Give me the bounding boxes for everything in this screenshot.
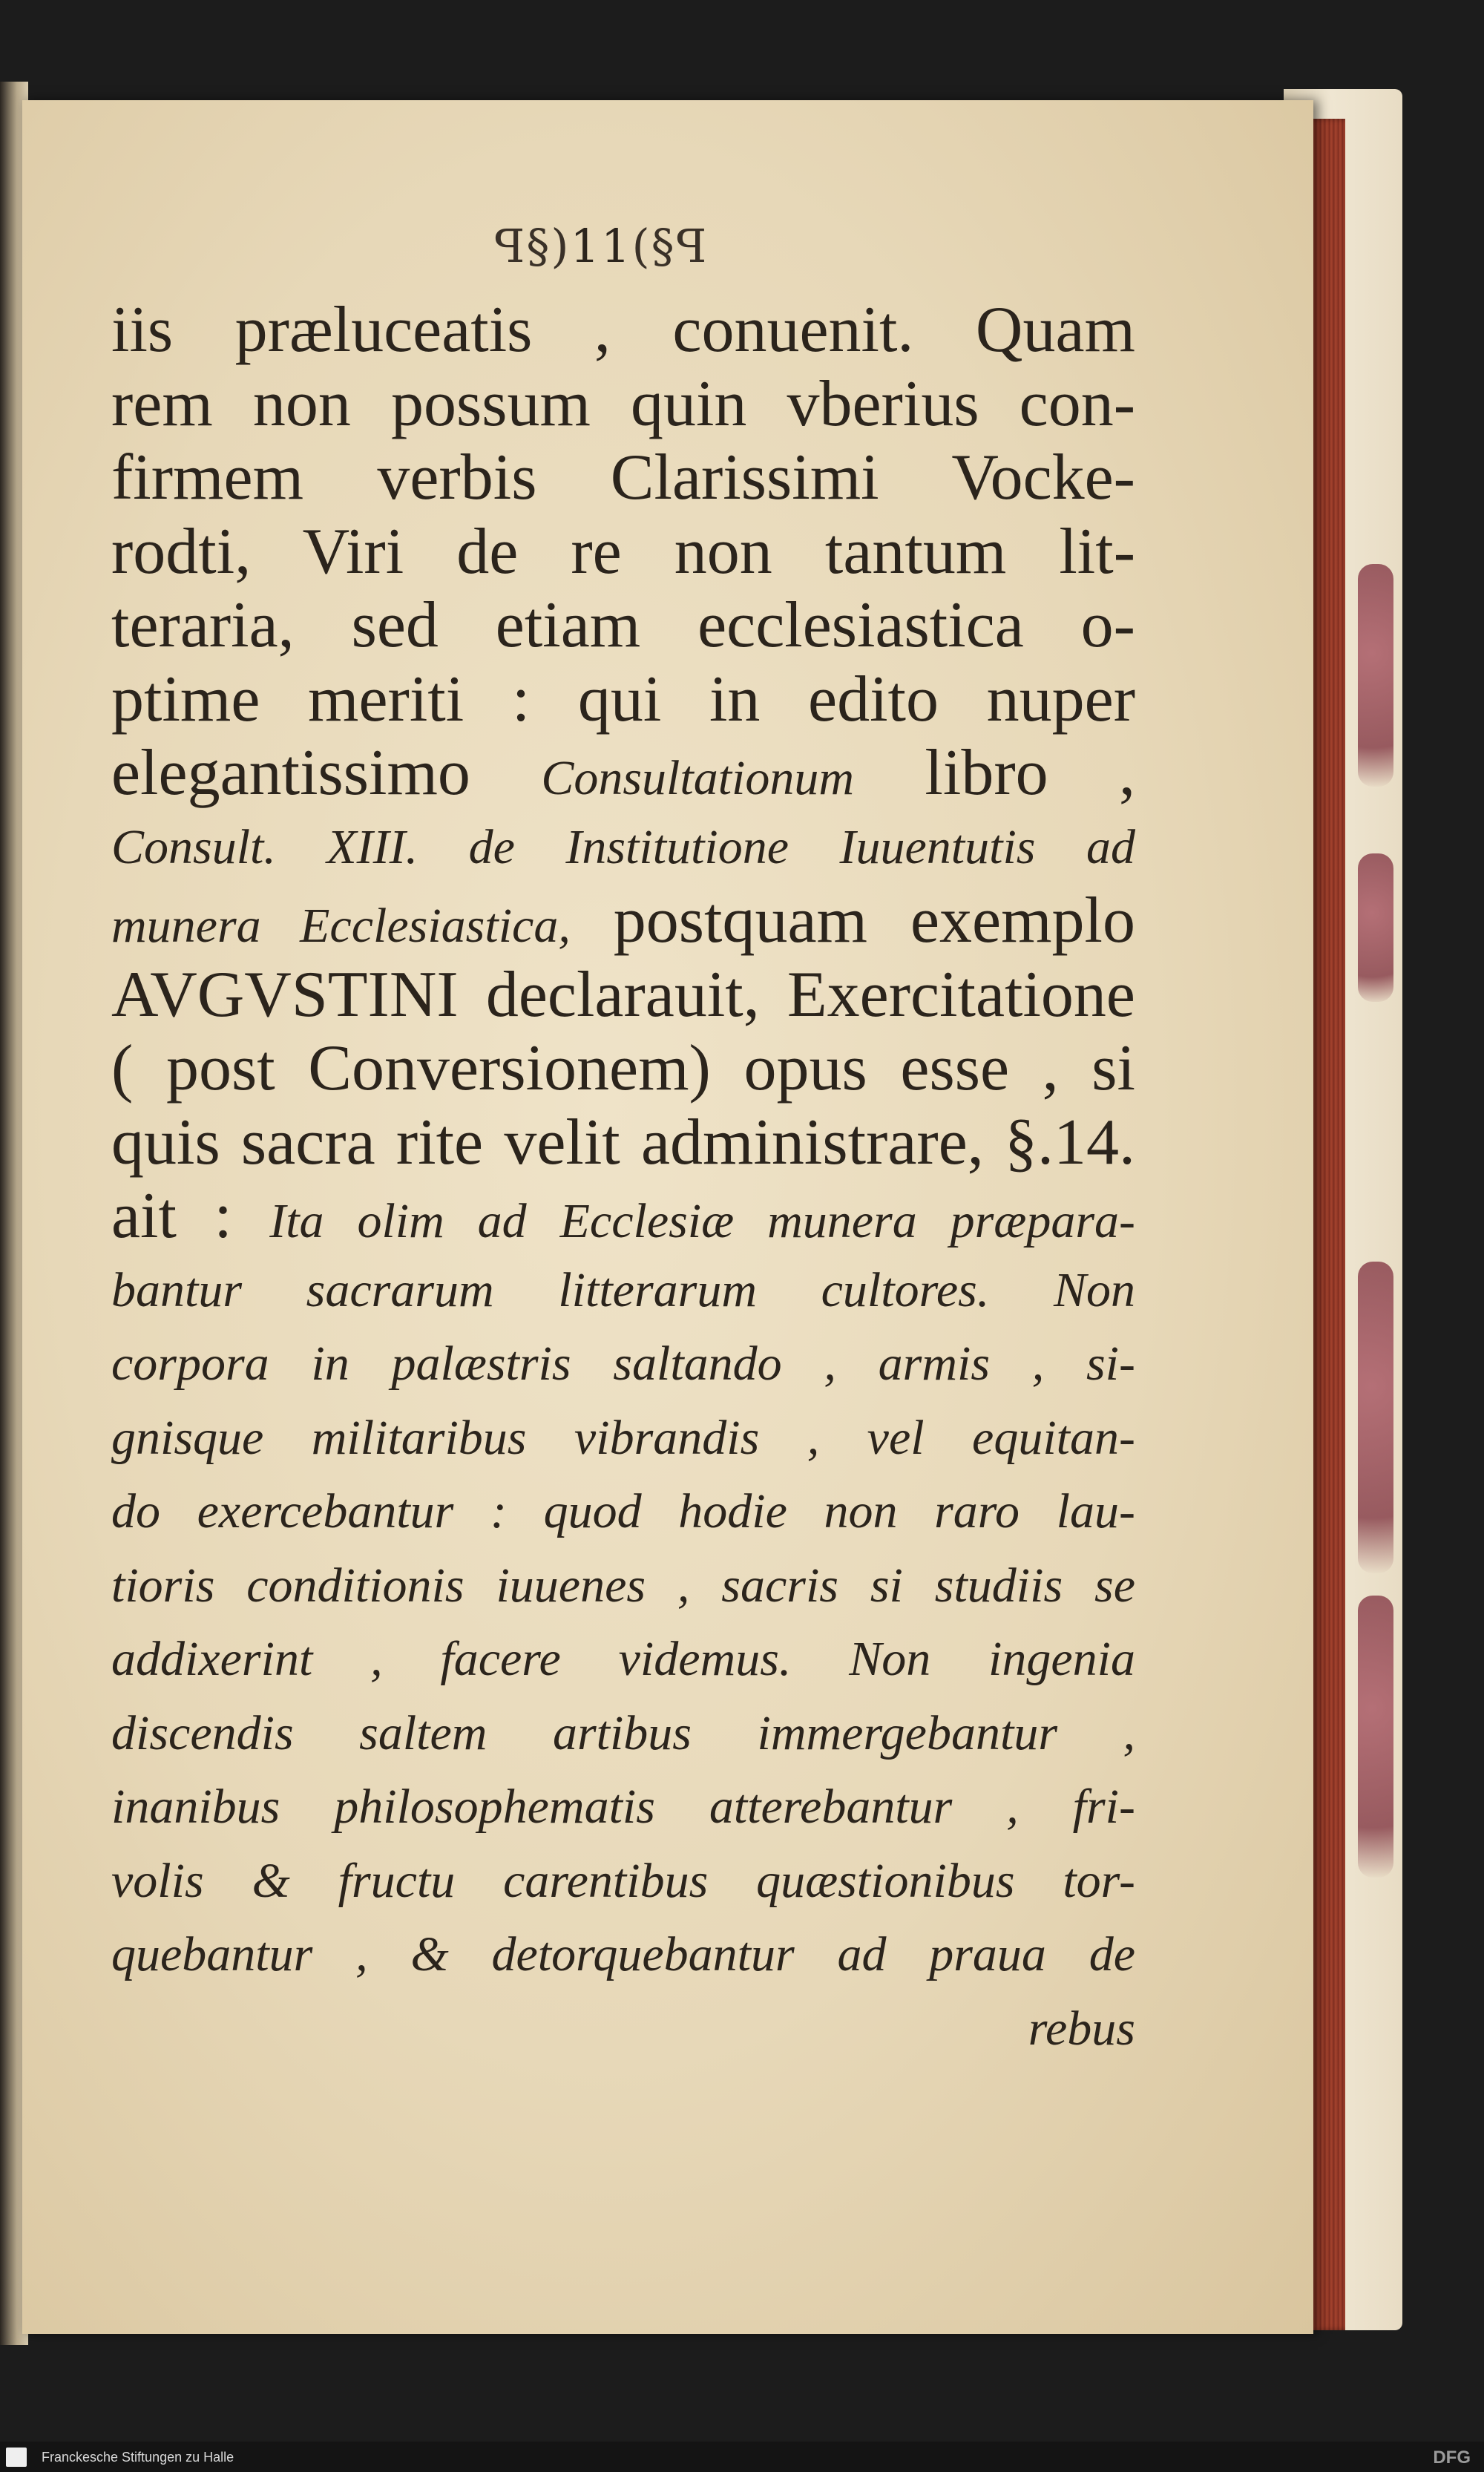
text-line: rem non possum quin vberius con- bbox=[111, 367, 1135, 440]
text-segment: Ita olim ad Ecclesiæ munera præpara- bbox=[269, 1194, 1135, 1248]
stain bbox=[1358, 1262, 1393, 1573]
page-header bbox=[453, 219, 749, 273]
text-line: corpora in palæstris saltando , armis , si- bbox=[111, 1337, 1135, 1391]
text-line: quis sacra rite velit administrare, §.14. bbox=[111, 1106, 1135, 1178]
text-line: ptime meriti : qui in edito nuper bbox=[111, 663, 1135, 735]
text-line: rebus bbox=[1028, 2001, 1135, 2056]
text-segment: Consultationum bbox=[541, 751, 855, 805]
text-line: Consult. XIII. de Institutione Iuuentutis ad bbox=[111, 819, 1135, 874]
stain bbox=[1358, 853, 1393, 1002]
text-line: volis & fructu carentibus quæstionibus tor- bbox=[111, 1853, 1135, 1908]
stain bbox=[1358, 1596, 1393, 1878]
text-line: discendis saltem artibus immergebantur , bbox=[111, 1705, 1135, 1760]
text-line: addixerint , facere videmus. Non ingenia bbox=[111, 1632, 1135, 1686]
text-segment: postquam exemplo bbox=[570, 885, 1135, 957]
text-line: do exercebantur : quod hodie non raro lau- bbox=[111, 1484, 1135, 1538]
text-line: gnisque militaribus vibrandis , vel equitan- bbox=[111, 1410, 1135, 1465]
footer-bar bbox=[0, 2442, 1484, 2472]
body-text bbox=[111, 293, 1135, 2065]
text-segment: munera Ecclesiastica, bbox=[111, 899, 571, 953]
institution-logo-icon bbox=[6, 2448, 27, 2467]
text-segment: elegantissimo bbox=[111, 737, 542, 809]
stain bbox=[1358, 564, 1393, 787]
text-line: ( post Conversionem) opus esse , si bbox=[111, 1032, 1135, 1104]
dfg-logo: DFG bbox=[1433, 2448, 1471, 2468]
text-line: firmem verbis Clarissimi Vocke- bbox=[111, 442, 1135, 514]
text-line: inanibus philosophematis atterebantur , fri- bbox=[111, 1780, 1135, 1834]
text-segment: libro , bbox=[854, 737, 1136, 809]
header-ornament-right: (§ꟼ bbox=[631, 219, 709, 273]
institution-name: Franckesche Stiftungen zu Halle bbox=[42, 2450, 234, 2465]
text-line: AVGVSTINI declarauit, Exercitatione bbox=[111, 958, 1135, 1031]
text-line: bantur sacrarum litterarum cultores. Non bbox=[111, 1262, 1135, 1317]
text-line: iis præluceatis , conuenit. Quam bbox=[111, 294, 1135, 366]
text-line: quebantur , & detorquebantur ad praua de bbox=[111, 1927, 1135, 1981]
text-line: tioris conditionis iuuenes , sacris si studiis se bbox=[111, 1558, 1135, 1613]
page-number: 11 bbox=[570, 219, 632, 273]
text-line bbox=[111, 736, 1135, 810]
text-segment: ait : bbox=[111, 1180, 270, 1252]
header-ornament-left: ꟼ§) bbox=[493, 219, 571, 273]
text-line bbox=[111, 1179, 1135, 1253]
text-line bbox=[111, 884, 1135, 958]
text-line: teraria, sed etiam ecclesiastica o- bbox=[111, 589, 1135, 661]
text-line: rodti, Viri de re non tantum lit- bbox=[111, 515, 1135, 588]
